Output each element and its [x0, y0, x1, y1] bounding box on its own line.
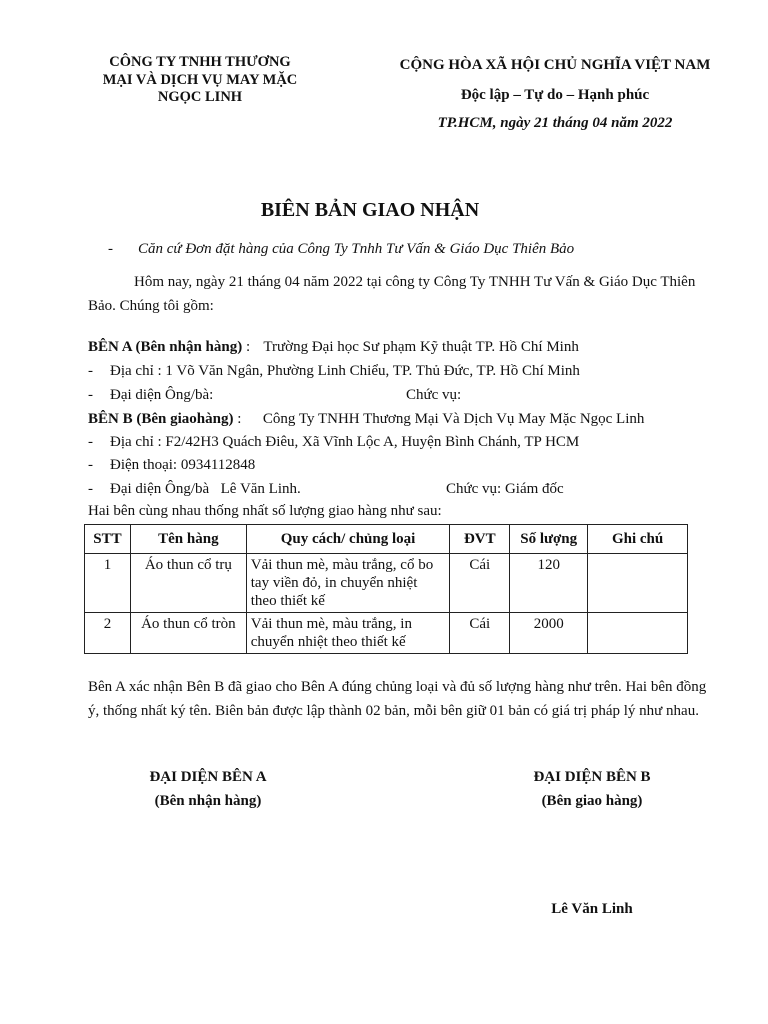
nation-motto: Độc lập – Tự do – Hạnh phúc: [460, 87, 650, 103]
cell-stt: 2: [85, 613, 131, 654]
party-b-rep-label: Đại diện Ông/bà: [110, 481, 210, 497]
party-a-line: [88, 338, 728, 357]
agreement-line: Hai bên cùng nhau thống nhất số lượng giao hàng như sau:: [88, 503, 442, 519]
party-b-sep: :: [237, 411, 242, 427]
cell-note: [588, 613, 688, 654]
cell-note: [588, 554, 688, 613]
list-dash: -: [88, 457, 93, 473]
party-b-address: : F2/42H3 Quách Điêu, Xã Vĩnh Lộc A, Huyện Bình Chánh, TP HCM: [157, 434, 580, 450]
signature-b-subtitle: (Bên giao hàng): [541, 793, 643, 809]
party-a-name: Trường Đại học Sư phạm Kỹ thuật TP. Hồ Chí Minh: [263, 339, 579, 355]
party-b-line: [88, 410, 728, 429]
header-note: Ghi chú: [588, 525, 688, 554]
company-name: [70, 54, 330, 107]
cell-quantity: 120: [510, 554, 588, 613]
party-a-label: BÊN A (Bên nhận hàng): [88, 339, 243, 355]
cell-stt: 1: [85, 554, 131, 613]
party-a-address-line: [88, 362, 728, 381]
cell-specification: Vải thun mè, màu trắng, in chuyển nhiệt theo thiết kế: [246, 613, 450, 654]
signature-a-subtitle: (Bên nhận hàng): [154, 793, 262, 809]
party-b-rep-line: [88, 480, 728, 499]
company-line-1: CÔNG TY TNHH THƯƠNG: [109, 54, 291, 70]
signature-b-name: Lê Văn Linh: [551, 901, 633, 917]
header-quantity: Số lượng: [510, 525, 588, 554]
list-dash: -: [88, 481, 93, 497]
basis-line: [90, 240, 730, 259]
party-a-address-label: Địa chỉ: [110, 363, 154, 379]
party-b-rep-name: Lê Văn Linh.: [220, 481, 301, 497]
party-b-label: BÊN B (Bên giaohàng): [88, 411, 234, 427]
header-unit: ĐVT: [450, 525, 510, 554]
basis-dash: -: [108, 241, 113, 257]
list-dash: -: [88, 387, 93, 403]
party-b-address-label: Địa chỉ: [110, 434, 154, 450]
party-a-sep: :: [245, 339, 251, 355]
company-line-2: MẠI VÀ DỊCH VỤ MAY MẶC: [102, 71, 298, 88]
table-row: [85, 554, 688, 613]
goods-table: [84, 524, 688, 654]
party-b-address-line: [88, 433, 728, 452]
company-line-3: NGỌC LINH: [157, 89, 243, 106]
table-row: [85, 613, 688, 654]
intro-paragraph: Hôm nay, ngày 21 tháng 04 năm 2022 tại công ty Công Ty TNHH Tư Vấn & Giáo Dục Thiên Bảo. Chúng tôi gồm:: [88, 274, 696, 314]
party-a-address: : 1 Võ Văn Ngân, Phường Linh Chiểu, TP. Thủ Đức, TP. Hồ Chí Minh: [157, 363, 580, 379]
header-stt: STT: [85, 525, 131, 554]
place-and-date: TP.HCM, ngày 21 tháng 04 năm 2022: [437, 115, 673, 131]
party-b-name: Công Ty TNHH Thương Mại Và Dịch Vụ May Mặc Ngọc Linh: [262, 411, 645, 427]
table-header-row: [85, 525, 688, 554]
cell-specification: Vải thun mè, màu trắng, cổ bo tay viền đỏ, in chuyển nhiệt theo thiết kế: [246, 554, 450, 613]
basis-text: Căn cứ Đơn đặt hàng của Công Ty Tnhh Tư Vấn & Giáo Dục Thiên Bảo: [138, 241, 575, 257]
party-a-position-label: Chức vụ:: [406, 387, 462, 403]
nation-title: CỘNG HÒA XÃ HỘI CHỦ NGHĨA VIỆT NAM: [399, 57, 711, 73]
cell-item-name: Áo thun cổ tròn: [130, 613, 246, 654]
header-specification: Quy cách/ chủng loại: [246, 525, 450, 554]
party-b-phone-line: [88, 456, 728, 475]
list-dash: -: [88, 363, 93, 379]
cell-item-name: Áo thun cổ trụ: [130, 554, 246, 613]
cell-quantity: 2000: [510, 613, 588, 654]
list-dash: -: [88, 434, 93, 450]
header-item-name: Tên hàng: [130, 525, 246, 554]
cell-unit: Cái: [450, 554, 510, 613]
document-title: BIÊN BẢN GIAO NHẬN: [260, 199, 480, 221]
party-a-rep-label: Đại diện Ông/bà:: [110, 387, 214, 403]
signature-a-title: ĐẠI DIỆN BÊN A: [149, 769, 267, 785]
cell-unit: Cái: [450, 613, 510, 654]
party-b-position: Chức vụ: Giám đốc: [446, 481, 564, 497]
party-b-phone: Điện thoại: 0934112848: [110, 457, 256, 473]
signature-b-title: ĐẠI DIỆN BÊN B: [533, 769, 651, 785]
confirmation-paragraph: Bên A xác nhận Bên B đã giao cho Bên A đúng chủng loại và đủ số lượng hàng như trên. Hai bên đồng ý, thống nhất ký tên. Biên bản được lập thành 02 bản, mỗi bên giữ 01 bản có giá trị pháp lý như nhau.: [88, 679, 707, 719]
